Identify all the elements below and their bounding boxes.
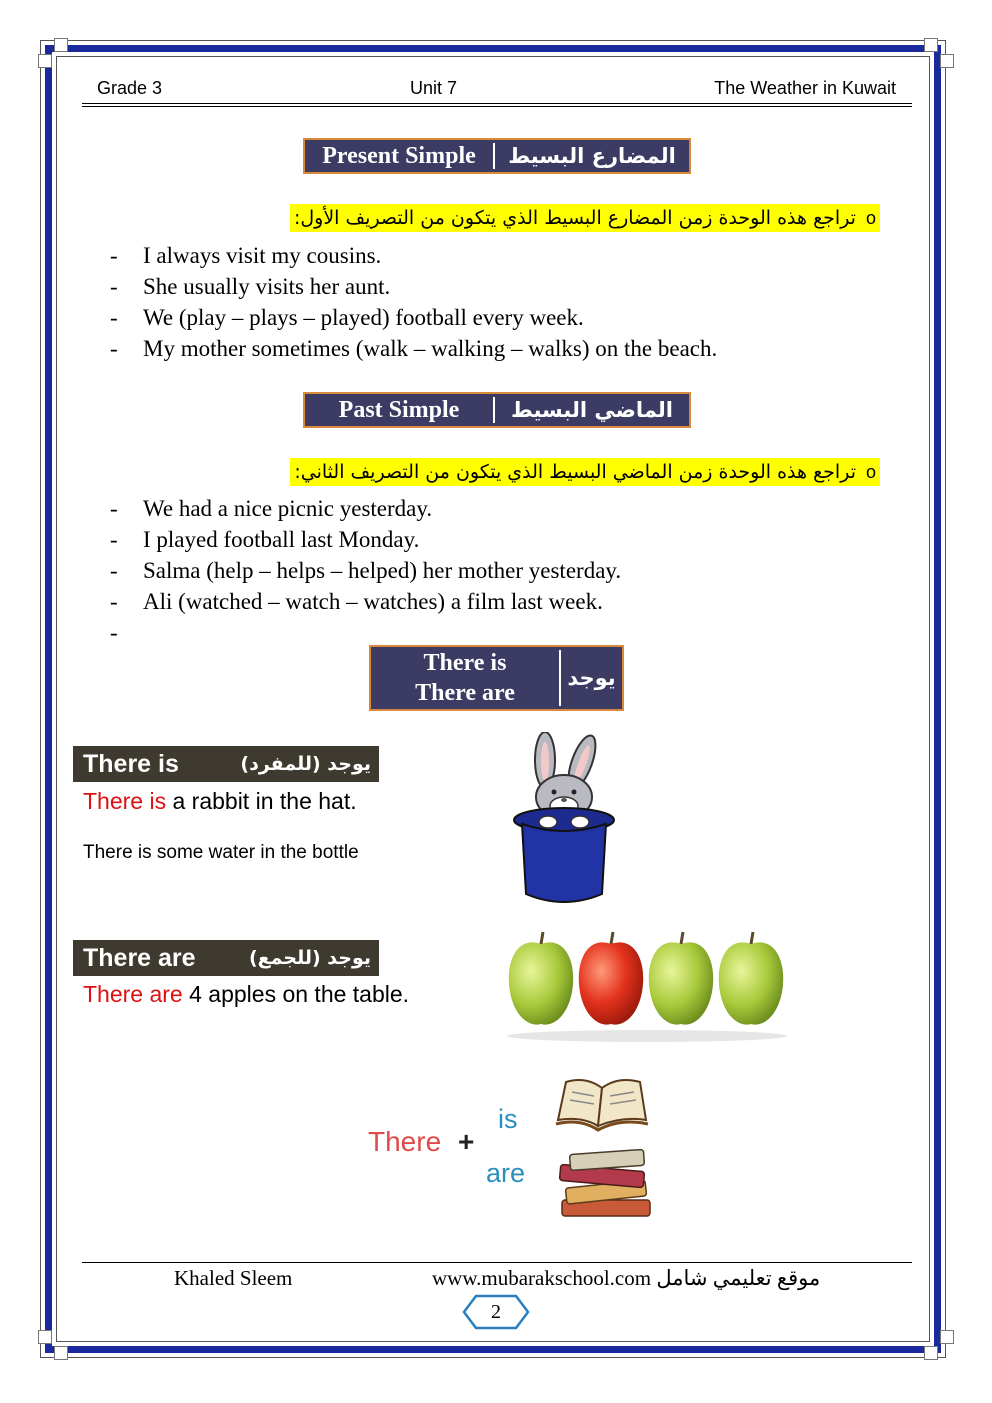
there-is-label xyxy=(73,746,379,782)
there-is-highlight: There is xyxy=(83,788,167,814)
border-corner xyxy=(38,1330,52,1344)
there-are-label-en: There are xyxy=(83,943,196,972)
header-rule xyxy=(82,106,912,107)
header-rule xyxy=(82,103,912,104)
apple-red xyxy=(579,932,643,1025)
apple-green xyxy=(649,932,713,1025)
there-are-label xyxy=(73,940,379,976)
present-examples xyxy=(110,240,717,364)
list-item: - She usually visits her aunt. xyxy=(110,274,391,299)
list-item: - Salma (help – helps – helped) her mother yesterday. xyxy=(110,558,622,583)
there-are-highlight: There are xyxy=(83,981,183,1007)
border-corner xyxy=(940,54,954,68)
diagram-are: are xyxy=(486,1158,526,1188)
there-are-example-rest: 4 apples on the table. xyxy=(182,981,410,1007)
apple-green xyxy=(509,932,573,1025)
footer-site: www.mubarakschool.com موقع تعليمي شامل xyxy=(432,1266,821,1290)
list-item: - My mother sometimes (walk – walking – walks) on the beach. xyxy=(110,336,718,361)
present-simple-title xyxy=(303,138,691,174)
header-grade: Grade 3 xyxy=(97,78,163,98)
past-note-row xyxy=(290,458,880,486)
there-title-line2: There are xyxy=(415,680,515,706)
there-title-ar: يوجد xyxy=(567,666,616,690)
page-number: 2 xyxy=(491,1300,501,1323)
there-is-label-ar: يوجد (للمفرد) xyxy=(240,753,371,775)
past-examples: - We had a nice picnic yesterday. - I played football last Monday. - Salma (help – helps – helped) her mother yesterday. - Ali (watched – watch – watches) a film last week. - xyxy=(110,493,621,617)
border-corner xyxy=(54,1346,68,1360)
border-corner xyxy=(924,38,938,52)
past-note: تراجع هذه الوحدة زمن الماضي البسيط الذي يتكون من التصريف الثاني: xyxy=(290,458,860,486)
there-is-example-2: There is some water in the bottle xyxy=(83,842,359,863)
list-item: - I played football last Monday. xyxy=(110,527,420,552)
apples-image xyxy=(505,928,790,1048)
diagram-plus: + xyxy=(458,1126,475,1157)
there-title xyxy=(369,645,624,711)
footer-rule xyxy=(82,1262,912,1263)
present-title-ar: المضارع البسيط xyxy=(508,144,676,168)
diagram-is: is xyxy=(498,1104,518,1134)
present-note-row xyxy=(290,204,880,232)
there-is-example-rest: a rabbit in the hat. xyxy=(166,788,357,814)
list-item: - Ali (watched – watch – watches) a film last week. xyxy=(110,589,603,614)
past-simple-title xyxy=(303,392,691,428)
rabbit-in-hat-image xyxy=(500,732,630,907)
list-item: - We had a nice picnic yesterday. xyxy=(110,496,433,521)
apple-green xyxy=(719,932,783,1025)
list-item: - I always visit my cousins. xyxy=(110,243,382,268)
header-topic: The Weather in Kuwait xyxy=(714,78,896,98)
footer-author: Khaled Sleem xyxy=(174,1266,293,1290)
list-item: - We (play – plays – played) football every week. xyxy=(110,305,584,330)
there-are-label-ar: يوجد (للجمع) xyxy=(249,947,371,969)
books-stack-icon xyxy=(556,1146,666,1224)
present-note-bullet: o xyxy=(860,204,880,232)
border-corner xyxy=(940,1330,954,1344)
past-title-en: Past Simple xyxy=(338,396,460,423)
present-title-en: Present Simple xyxy=(322,142,476,169)
there-are-example xyxy=(83,981,409,1008)
border-corner xyxy=(38,54,52,68)
header-unit: Unit 7 xyxy=(410,78,458,98)
border-corner xyxy=(924,1346,938,1360)
there-is-label-en: There is xyxy=(83,749,179,778)
border-corner xyxy=(54,38,68,52)
there-title-en xyxy=(371,647,559,709)
past-title-ar: الماضي البسيط xyxy=(511,398,673,422)
page-number-badge xyxy=(460,1292,532,1332)
diagram-there: There xyxy=(368,1126,442,1157)
present-note: تراجع هذه الوحدة زمن المضارع البسيط الذي يتكون من التصريف الأول: xyxy=(290,204,860,232)
past-note-bullet: o xyxy=(860,458,880,486)
open-book-icon xyxy=(552,1074,652,1134)
there-title-line1: There is xyxy=(423,650,507,676)
there-is-example xyxy=(83,788,357,815)
